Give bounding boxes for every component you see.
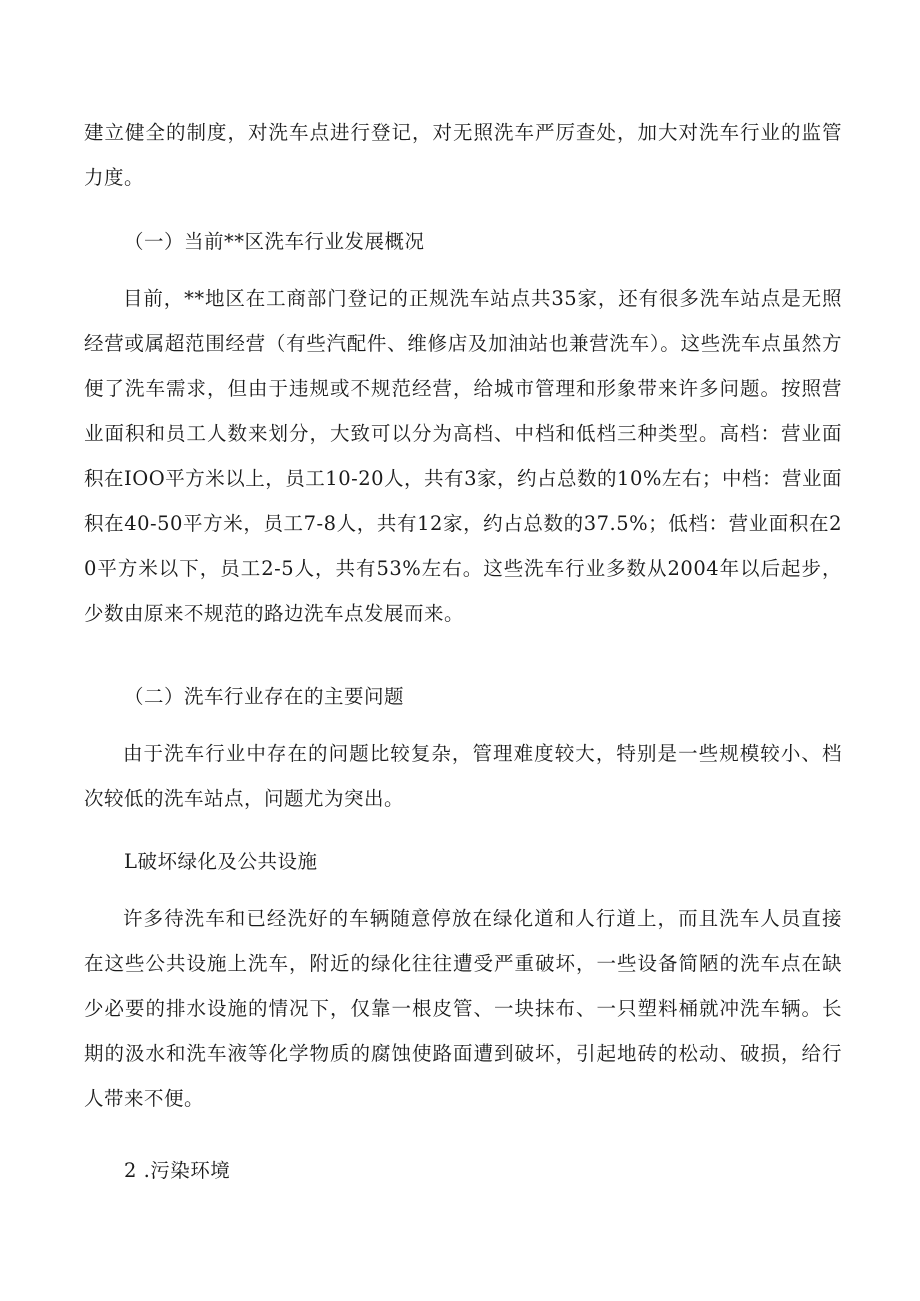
- section-1-heading: （一）当前**区洗车行业发展概况: [124, 230, 425, 253]
- item-1-paragraph: 许多待洗车和已经洗好的车辆随意停放在绿化道和人行道上，而且洗车人员直接在这些公共设施上洗车，附近的绿化往往遭受严重破坏，一些设备简陋的洗车点在缺少必要的排水设施的情况下，仅靠一根皮管、一块抹布、一只塑料桶就冲洗车辆。长期的汲水和洗车液等化学物质的腐蚀使路面遭到破坏，引起地砖的松动、破损，给行人带来不便。: [84, 907, 842, 1110]
- section-2-paragraph: 由于洗车行业中存在的问题比较复杂，管理难度较大，特别是一些规模较小、档次较低的洗车站点，问题尤为突出。: [84, 742, 842, 810]
- intro-paragraph: 建立健全的制度，对洗车点进行登记，对无照洗车严厉查处，加大对洗车行业的监管力度。: [84, 121, 842, 189]
- item-1-heading: L破坏绿化及公共设施: [124, 850, 318, 873]
- item-2-heading: 2 .污染环境: [124, 1159, 231, 1182]
- section-2-heading: （二）洗车行业存在的主要问题: [124, 685, 405, 708]
- section-1-paragraph: 目前，**地区在工商部门登记的正规洗车站点共35家，还有很多洗车站点是无照经营或属超范围经营（有些汽配件、维修店及加油站也兼营洗车）。这些洗车点虽然方便了洗车需求，但由于违规或不规范经营，给城市管理和形象带来许多问题。按照营业面积和员工人数来划分，大致可以分为高档、中档和低档三种类型。高档：营业面积在IOO平方米以上，员工10-20人，共有3家，约占总数的10%左右；中档：营业面积在40-50平方米，员工7-8人，共有12家，约占总数的37.5%；低档：营业面积在20平方米以下，员工2-5人，共有53%左右。这些洗车行业多数从2004年以后起步，少数由原来不规范的路边洗车点发展而来。: [84, 287, 842, 625]
